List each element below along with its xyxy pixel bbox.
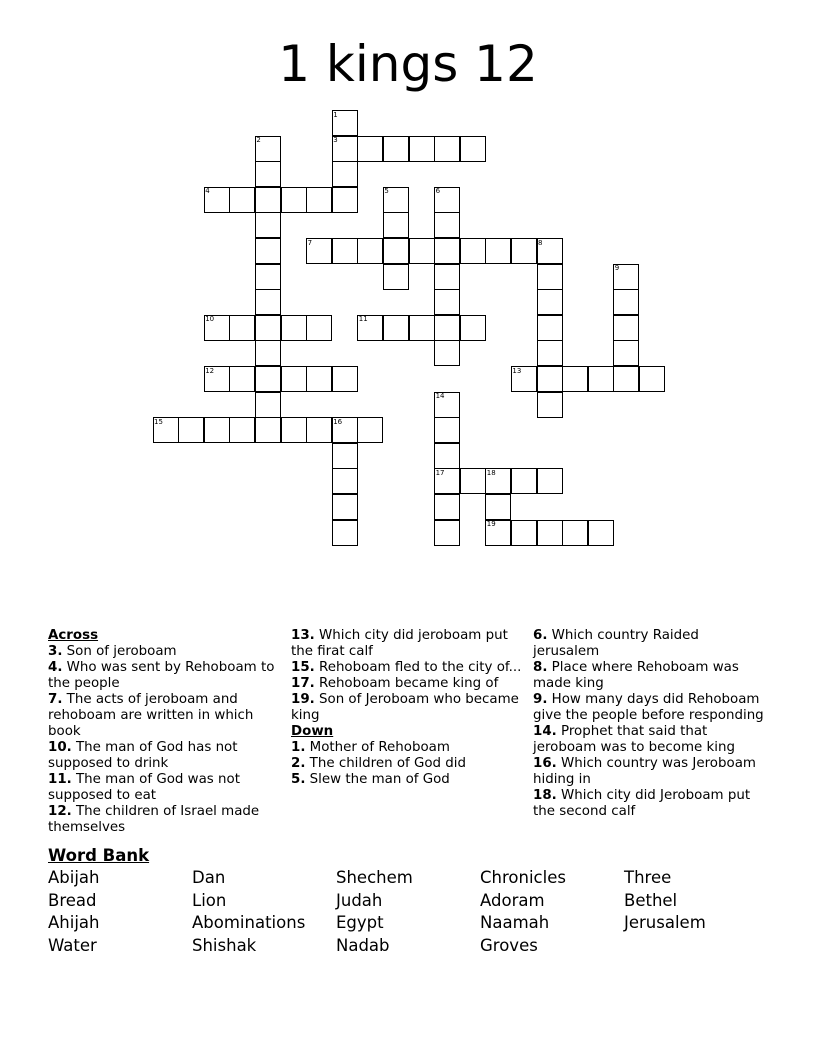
grid-cell[interactable] bbox=[485, 494, 511, 520]
grid-cell[interactable] bbox=[255, 289, 281, 315]
clue-number: 1 bbox=[333, 110, 338, 119]
clue-across-4: 4. Who was sent by Rehoboam to the people bbox=[48, 660, 275, 691]
grid-cell[interactable] bbox=[434, 238, 460, 264]
grid-cell[interactable] bbox=[281, 417, 307, 443]
clue-down-9: 9. How many days did Rehoboam give the people before responding bbox=[533, 692, 764, 723]
clue-number: 17 bbox=[435, 468, 445, 477]
grid-cell[interactable] bbox=[537, 366, 563, 392]
clue-across-13: 13. Which city did jeroboam put the firat calf bbox=[291, 628, 508, 659]
grid-cell[interactable] bbox=[332, 238, 358, 264]
grid-cell[interactable] bbox=[537, 468, 563, 494]
clue-down-5: 5. Slew the man of God bbox=[291, 772, 450, 787]
clue-number: 7 bbox=[307, 238, 313, 247]
word-bank-item: Water bbox=[48, 936, 97, 956]
grid-cell[interactable] bbox=[460, 136, 486, 162]
grid-cell[interactable] bbox=[229, 366, 255, 392]
clue-number: 8 bbox=[538, 238, 543, 247]
grid-cell[interactable] bbox=[434, 417, 460, 443]
clue-number: 10 bbox=[205, 315, 215, 324]
grid-cell[interactable] bbox=[383, 315, 409, 341]
word-bank-item: Naamah bbox=[480, 913, 550, 933]
word-bank-item: Chronicles bbox=[480, 868, 566, 887]
word-bank-item: Abominations bbox=[192, 913, 306, 933]
grid-cell[interactable] bbox=[434, 212, 460, 238]
word-bank-item: Ahijah bbox=[48, 913, 100, 933]
grid-cell[interactable] bbox=[255, 340, 281, 366]
grid-cell[interactable] bbox=[537, 315, 563, 341]
clue-across-10: 10. The man of God has not supposed to drink bbox=[48, 740, 238, 771]
grid-cell[interactable] bbox=[306, 315, 332, 341]
grid-cell[interactable] bbox=[434, 443, 460, 469]
grid-cell[interactable] bbox=[460, 315, 486, 341]
grid-cell[interactable] bbox=[255, 238, 281, 264]
clue-number: 11 bbox=[358, 315, 368, 324]
word-bank-item: Shechem bbox=[336, 868, 413, 887]
grid-cell[interactable] bbox=[306, 187, 332, 213]
down-header: Down bbox=[291, 724, 334, 739]
grid-cell[interactable] bbox=[434, 340, 460, 366]
clue-number: 13 bbox=[512, 366, 522, 375]
grid-cell[interactable] bbox=[537, 264, 563, 290]
grid-cell[interactable] bbox=[409, 136, 435, 162]
grid-cell[interactable] bbox=[434, 264, 460, 290]
grid-cell[interactable] bbox=[537, 520, 563, 546]
word-bank-item: Groves bbox=[480, 936, 538, 956]
grid-cell[interactable] bbox=[434, 136, 460, 162]
clue-down-16: 16. Which country was Jeroboam hiding in bbox=[533, 756, 756, 787]
clue-across-11: 11. The man of God was not supposed to eat bbox=[48, 772, 240, 803]
grid-cell[interactable] bbox=[357, 417, 383, 443]
grid-cell[interactable] bbox=[511, 520, 537, 546]
grid-cell[interactable] bbox=[511, 238, 537, 264]
grid-cell[interactable] bbox=[306, 417, 332, 443]
grid-cell[interactable] bbox=[511, 468, 537, 494]
clue-number: 14 bbox=[435, 392, 445, 401]
grid-cell[interactable] bbox=[332, 161, 358, 187]
clue-down-1: 1. Mother of Rehoboam bbox=[291, 740, 450, 755]
clue-across-7: 7. The acts of jeroboam and rehoboam are written in which book bbox=[48, 692, 254, 739]
clue-number: 5 bbox=[384, 187, 389, 196]
grid-cell[interactable] bbox=[255, 264, 281, 290]
grid-cell[interactable] bbox=[383, 136, 409, 162]
grid-cell[interactable] bbox=[255, 417, 281, 443]
grid-cell[interactable] bbox=[434, 289, 460, 315]
grid-cell[interactable] bbox=[281, 366, 307, 392]
clue-down-8: 8. Place where Rehoboam was made king bbox=[533, 660, 739, 691]
clue-number: 15 bbox=[154, 417, 163, 426]
word-bank-item: Nadab bbox=[336, 936, 390, 956]
grid-cell[interactable] bbox=[409, 238, 435, 264]
word-bank-item: Abijah bbox=[48, 868, 100, 887]
grid-cell[interactable] bbox=[613, 315, 639, 341]
grid-cell[interactable] bbox=[255, 161, 281, 187]
clue-number: 12 bbox=[205, 366, 215, 375]
grid-cell[interactable] bbox=[255, 212, 281, 238]
grid-cell[interactable] bbox=[613, 289, 639, 315]
clue-number: 3 bbox=[333, 136, 338, 145]
clue-number: 18 bbox=[486, 468, 496, 477]
grid-cell[interactable] bbox=[255, 187, 281, 213]
grid-cell[interactable] bbox=[281, 315, 307, 341]
clue-across-15: 15. Rehoboam fled to the city of... bbox=[291, 660, 522, 675]
grid-cell[interactable] bbox=[537, 392, 563, 418]
word-bank-item: Lion bbox=[192, 890, 227, 910]
grid-cell[interactable] bbox=[281, 187, 307, 213]
word-bank-item: Three bbox=[624, 868, 672, 887]
clue-across-3: 3. Son of jeroboam bbox=[48, 644, 177, 659]
clue-across-12: 12. The children of Israel made themselves bbox=[48, 804, 260, 835]
grid-cell[interactable] bbox=[562, 366, 588, 392]
grid-cell[interactable] bbox=[332, 366, 358, 392]
grid-cell[interactable] bbox=[460, 238, 486, 264]
grid-cell[interactable] bbox=[409, 315, 435, 341]
word-bank-item: Bethel bbox=[624, 890, 678, 910]
grid-cell[interactable] bbox=[255, 366, 281, 392]
grid-cell[interactable] bbox=[229, 315, 255, 341]
grid-cell[interactable] bbox=[255, 315, 281, 341]
word-bank-item: Jerusalem bbox=[624, 913, 706, 933]
grid-cell[interactable] bbox=[562, 520, 588, 546]
grid-cell[interactable] bbox=[613, 366, 639, 392]
grid-cell[interactable] bbox=[537, 340, 563, 366]
grid-cell[interactable] bbox=[639, 366, 665, 392]
word-bank-item: Adoram bbox=[480, 890, 545, 910]
clue-number: 9 bbox=[614, 264, 620, 273]
grid-cell[interactable] bbox=[434, 520, 460, 546]
grid-cell[interactable] bbox=[383, 238, 409, 264]
grid-cell[interactable] bbox=[613, 340, 639, 366]
clue-number: 6 bbox=[435, 187, 441, 196]
clues-column-1 bbox=[48, 628, 278, 836]
grid-cell[interactable] bbox=[460, 468, 486, 494]
clue-across-17: 17. Rehoboam became king of bbox=[291, 676, 499, 691]
grid-cell[interactable] bbox=[383, 212, 409, 238]
clues-column-3 bbox=[533, 628, 769, 820]
grid-cell[interactable] bbox=[588, 520, 614, 546]
page-title: 1 kings 12 bbox=[278, 35, 538, 93]
clue-number: 19 bbox=[486, 520, 496, 529]
grid-cell[interactable] bbox=[357, 238, 383, 264]
across-header: Across bbox=[48, 628, 99, 643]
grid-cell[interactable] bbox=[332, 443, 358, 469]
grid-cell[interactable] bbox=[485, 238, 511, 264]
clue-down-18: 18. Which city did Jeroboam put the second calf bbox=[533, 788, 751, 819]
clue-number: 16 bbox=[333, 417, 343, 426]
grid-cell[interactable] bbox=[332, 468, 358, 494]
clue-number: 4 bbox=[205, 187, 210, 196]
grid-cell[interactable] bbox=[255, 392, 281, 418]
clue-down-6: 6. Which country Raided jerusalem bbox=[533, 628, 699, 659]
grid-cell[interactable] bbox=[588, 366, 614, 392]
grid-cell[interactable] bbox=[332, 494, 358, 520]
grid-cell[interactable] bbox=[332, 187, 358, 213]
grid-cell[interactable] bbox=[229, 417, 255, 443]
grid-cell[interactable] bbox=[178, 417, 204, 443]
clues-column-2 bbox=[291, 628, 523, 788]
word-bank-title: Word Bank bbox=[48, 846, 150, 865]
grid-cell[interactable] bbox=[332, 520, 358, 546]
clue-across-19: 19. Son of Jeroboam who became king bbox=[291, 692, 519, 723]
grid-cell[interactable] bbox=[306, 366, 332, 392]
word-bank-item: Judah bbox=[336, 890, 383, 910]
grid-cell[interactable] bbox=[229, 187, 255, 213]
grid-cell[interactable] bbox=[434, 494, 460, 520]
grid-cell[interactable] bbox=[383, 264, 409, 290]
word-bank-item: Bread bbox=[48, 890, 97, 910]
grid-cell[interactable] bbox=[537, 289, 563, 315]
grid-cell[interactable] bbox=[204, 417, 230, 443]
clue-number: 2 bbox=[256, 136, 261, 145]
word-bank-item: Shishak bbox=[192, 936, 257, 956]
word-bank-item: Egypt bbox=[336, 913, 384, 933]
clue-down-2: 2. The children of God did bbox=[291, 756, 467, 771]
word-bank-item: Dan bbox=[192, 868, 226, 887]
grid-cell[interactable] bbox=[434, 315, 460, 341]
clue-down-14: 14. Prophet that said that jeroboam was to become king bbox=[533, 724, 735, 755]
grid-cell[interactable] bbox=[357, 136, 383, 162]
